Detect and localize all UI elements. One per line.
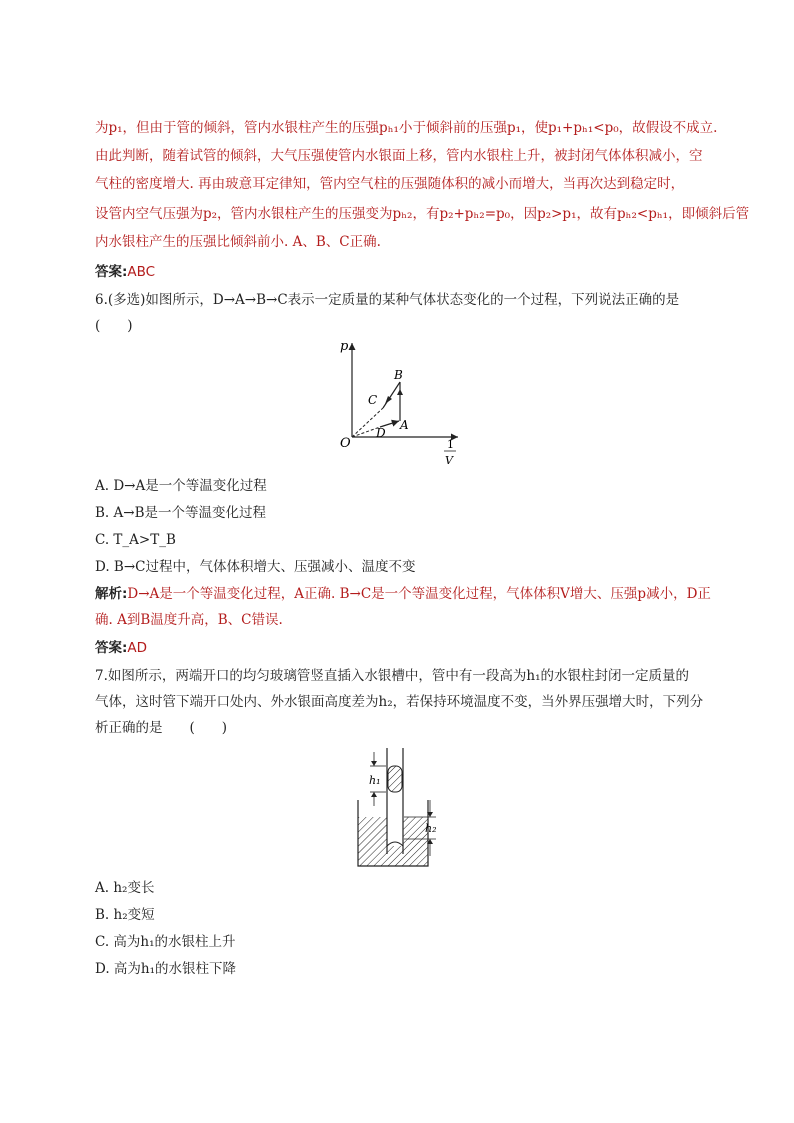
answer-label: 答案: — [95, 264, 128, 280]
analysis-line: 确. A到B温度升高，B、C错误. — [95, 612, 283, 628]
solution-text-line: 气柱的密度增大. 再由玻意耳定律知，管内空气柱的压强随体积的减小而增大，当再次达到稳定时， — [95, 176, 685, 192]
solution-text-line: 为p₁，但由于管的倾斜，管内水银柱产生的压强pₕ₁小于倾斜前的压强p₁，使p₁+pₕ₁<p₀，故假设不成立. — [95, 120, 718, 136]
solution-text-line: 设管内空气压强为p₂，管内水银柱产生的压强变为pₕ₂，有p₂+pₕ₂=p₀，因p₂>p₁，故有pₕ₂<pₕ₁，即倾斜后管 — [95, 206, 750, 222]
question-stem: 析正确的是 ( ) — [95, 720, 228, 736]
answer-value: AD — [127, 640, 148, 656]
option-d: D. 高为h₁的水银柱下降 — [95, 961, 237, 977]
mercury-tube-diagram — [350, 748, 450, 870]
point-a-label: A — [400, 418, 409, 432]
analysis-label: 解析: — [95, 586, 128, 602]
option-c: C. T_A>T_B — [95, 532, 176, 548]
answer-line — [95, 638, 147, 658]
solution-text-line: 内水银柱产生的压强比倾斜前小. A、B、C正确. — [95, 234, 381, 250]
p-axis-label: p — [340, 339, 349, 354]
option-a: A. h₂变长 — [95, 880, 155, 896]
answer-line — [95, 262, 155, 282]
question-stem: 气体，这时管下端开口处内、外水银面高度差为h₂，若保持环境温度不变，当外界压强增大时，下列分 — [95, 694, 704, 710]
answer-value: ABC — [127, 264, 156, 280]
question-stem: 6.(多选)如图所示，D→A→B→C表示一定质量的某种气体状态变化的一个过程，下列说法正确的是 — [95, 292, 680, 308]
question-stem: 7.如图所示，两端开口的均匀玻璃管竖直插入水银槽中，管中有一段高为h₁的水银柱封闭一定质量的 — [95, 668, 689, 684]
origin-label: O — [340, 436, 351, 451]
inv-v-numerator: 1 — [447, 438, 454, 451]
option-b: B. A→B是一个等温变化过程 — [95, 505, 266, 521]
analysis-text: D→A是一个等温变化过程，A正确. B→C是一个等温变化过程，气体体积V增大、压强p减小，D正 — [127, 586, 711, 602]
option-b: B. h₂变短 — [95, 907, 155, 923]
option-c: C. 高为h₁的水银柱上升 — [95, 934, 236, 950]
inv-v-denominator: V — [445, 454, 453, 467]
pv-diagram — [330, 335, 470, 470]
analysis-line — [95, 584, 711, 604]
h1-label: h₁ — [369, 774, 381, 787]
solution-text-line: 由此判断，随着试管的倾斜，大气压强使管内水银面上移，管内水银柱上升，被封闭气体体积减小，空 — [95, 148, 703, 164]
option-a: A. D→A是一个等温变化过程 — [95, 478, 267, 494]
point-d-label: D — [376, 426, 386, 440]
h2-label: h₂ — [425, 822, 437, 835]
point-c-label: C — [368, 393, 378, 407]
mercury-column — [388, 766, 402, 792]
point-b-label: B — [394, 368, 403, 382]
question-blank: ( ) — [95, 318, 133, 334]
answer-label: 答案: — [95, 640, 128, 656]
option-d: D. B→C过程中，气体体积增大、压强减小、温度不变 — [95, 559, 416, 575]
